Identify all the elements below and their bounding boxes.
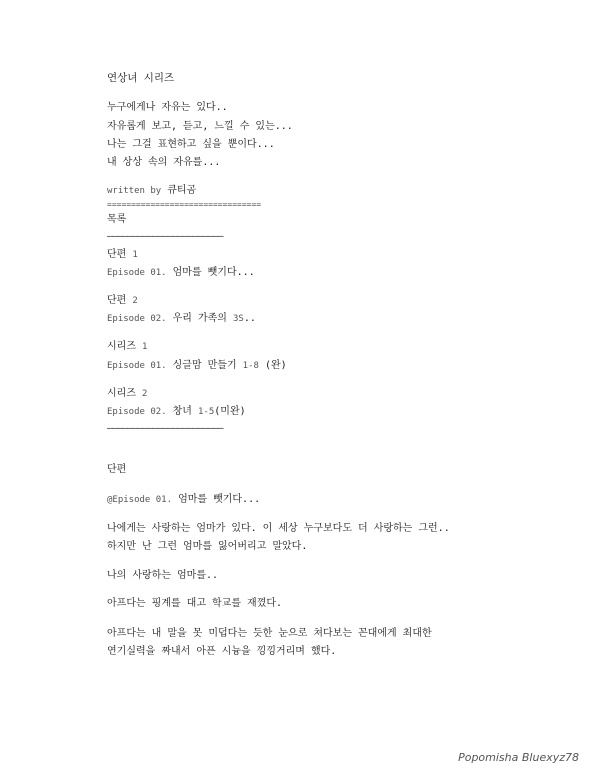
body-line: 나의 사랑하는 엄마를.. xyxy=(107,570,219,581)
toc-episode-tail: .. xyxy=(243,313,256,324)
author-line xyxy=(107,185,196,197)
intro-line: 내 상상 속의 자유를... xyxy=(107,157,221,168)
toc-episode: Episode 01. xyxy=(107,268,167,278)
separator-dash: ——————————————————————— xyxy=(107,231,223,242)
section-episode-title: 엄마를 뺏기다... xyxy=(178,494,261,505)
toc-heading xyxy=(107,249,138,261)
body-line: 나에게는 사랑하는 엄마가 있다. 이 세상 누구보다도 더 사랑하는 그런.. xyxy=(107,523,450,534)
intro-line: 자유롭게 보고, 듣고, 느낄 수 있는... xyxy=(107,121,293,132)
watermark: Popomisha Bluexyz78 xyxy=(458,751,579,764)
toc-episode-extra: 3S xyxy=(233,314,244,324)
toc-episode: Episode 02. xyxy=(107,314,167,324)
toc-heading-label: 단편 xyxy=(107,249,127,260)
toc-heading-number: 1 xyxy=(142,342,148,352)
author-prefix: written by xyxy=(107,186,162,196)
toc-heading-label: 단편 xyxy=(107,295,127,306)
toc-heading xyxy=(107,341,147,353)
body-line: 아프다는 내 말을 못 미덥다는 듯한 눈으로 쳐다보는 꼰대에게 최대한 xyxy=(107,628,432,639)
toc-heading-number: 1 xyxy=(132,250,138,260)
toc-label: 목록 xyxy=(107,214,127,225)
toc-episode-tail: (미완) xyxy=(214,406,246,417)
intro-line: 누구에게나 자유는 있다.. xyxy=(107,102,228,113)
toc-episode: Episode 02. xyxy=(107,407,167,417)
section-heading: 단편 xyxy=(107,464,127,475)
section-episode xyxy=(107,494,260,506)
document-title: 연상녀 시리즈 xyxy=(107,72,175,84)
toc-episode-title: 우리 가족의 xyxy=(172,313,227,324)
body-line: 연기실력을 짜내서 아픈 시늉을 낑낑거리며 했다. xyxy=(107,646,337,657)
toc-heading-label: 시리즈 xyxy=(107,388,136,399)
toc-episode-extra: 1-5 xyxy=(198,407,215,417)
toc-episode-extra: 1-8 xyxy=(242,361,259,371)
author-name: 큐티곰 xyxy=(167,185,197,196)
section-episode-label: @Episode 01. xyxy=(107,495,173,505)
toc-entry xyxy=(107,360,287,372)
toc-entry xyxy=(107,406,246,418)
toc-heading xyxy=(107,388,147,400)
toc-heading-number: 2 xyxy=(132,296,138,306)
toc-episode-tail: (완) xyxy=(264,360,287,371)
toc-entry xyxy=(107,313,256,325)
body-line: 하지만 난 그런 엄마를 잃어버리고 말았다. xyxy=(107,541,308,552)
toc-episode-title: 싱글맘 만들기 xyxy=(172,360,237,371)
toc-heading-label: 시리즈 xyxy=(107,341,136,352)
separator-equals: ================================ xyxy=(107,200,262,209)
toc-heading xyxy=(107,295,138,307)
toc-episode-title: 엄마를 뺏기다... xyxy=(172,267,255,278)
body-line: 아프다는 핑계를 대고 학교를 재꼈다. xyxy=(107,598,283,609)
intro-line: 나는 그걸 표현하고 싶을 뿐이다... xyxy=(107,139,275,150)
toc-episode-title: 창녀 xyxy=(172,406,192,417)
toc-heading-number: 2 xyxy=(142,389,148,399)
toc-episode: Episode 01. xyxy=(107,361,167,371)
separator-dash: ——————————————————————— xyxy=(107,423,223,434)
toc-entry xyxy=(107,267,255,279)
